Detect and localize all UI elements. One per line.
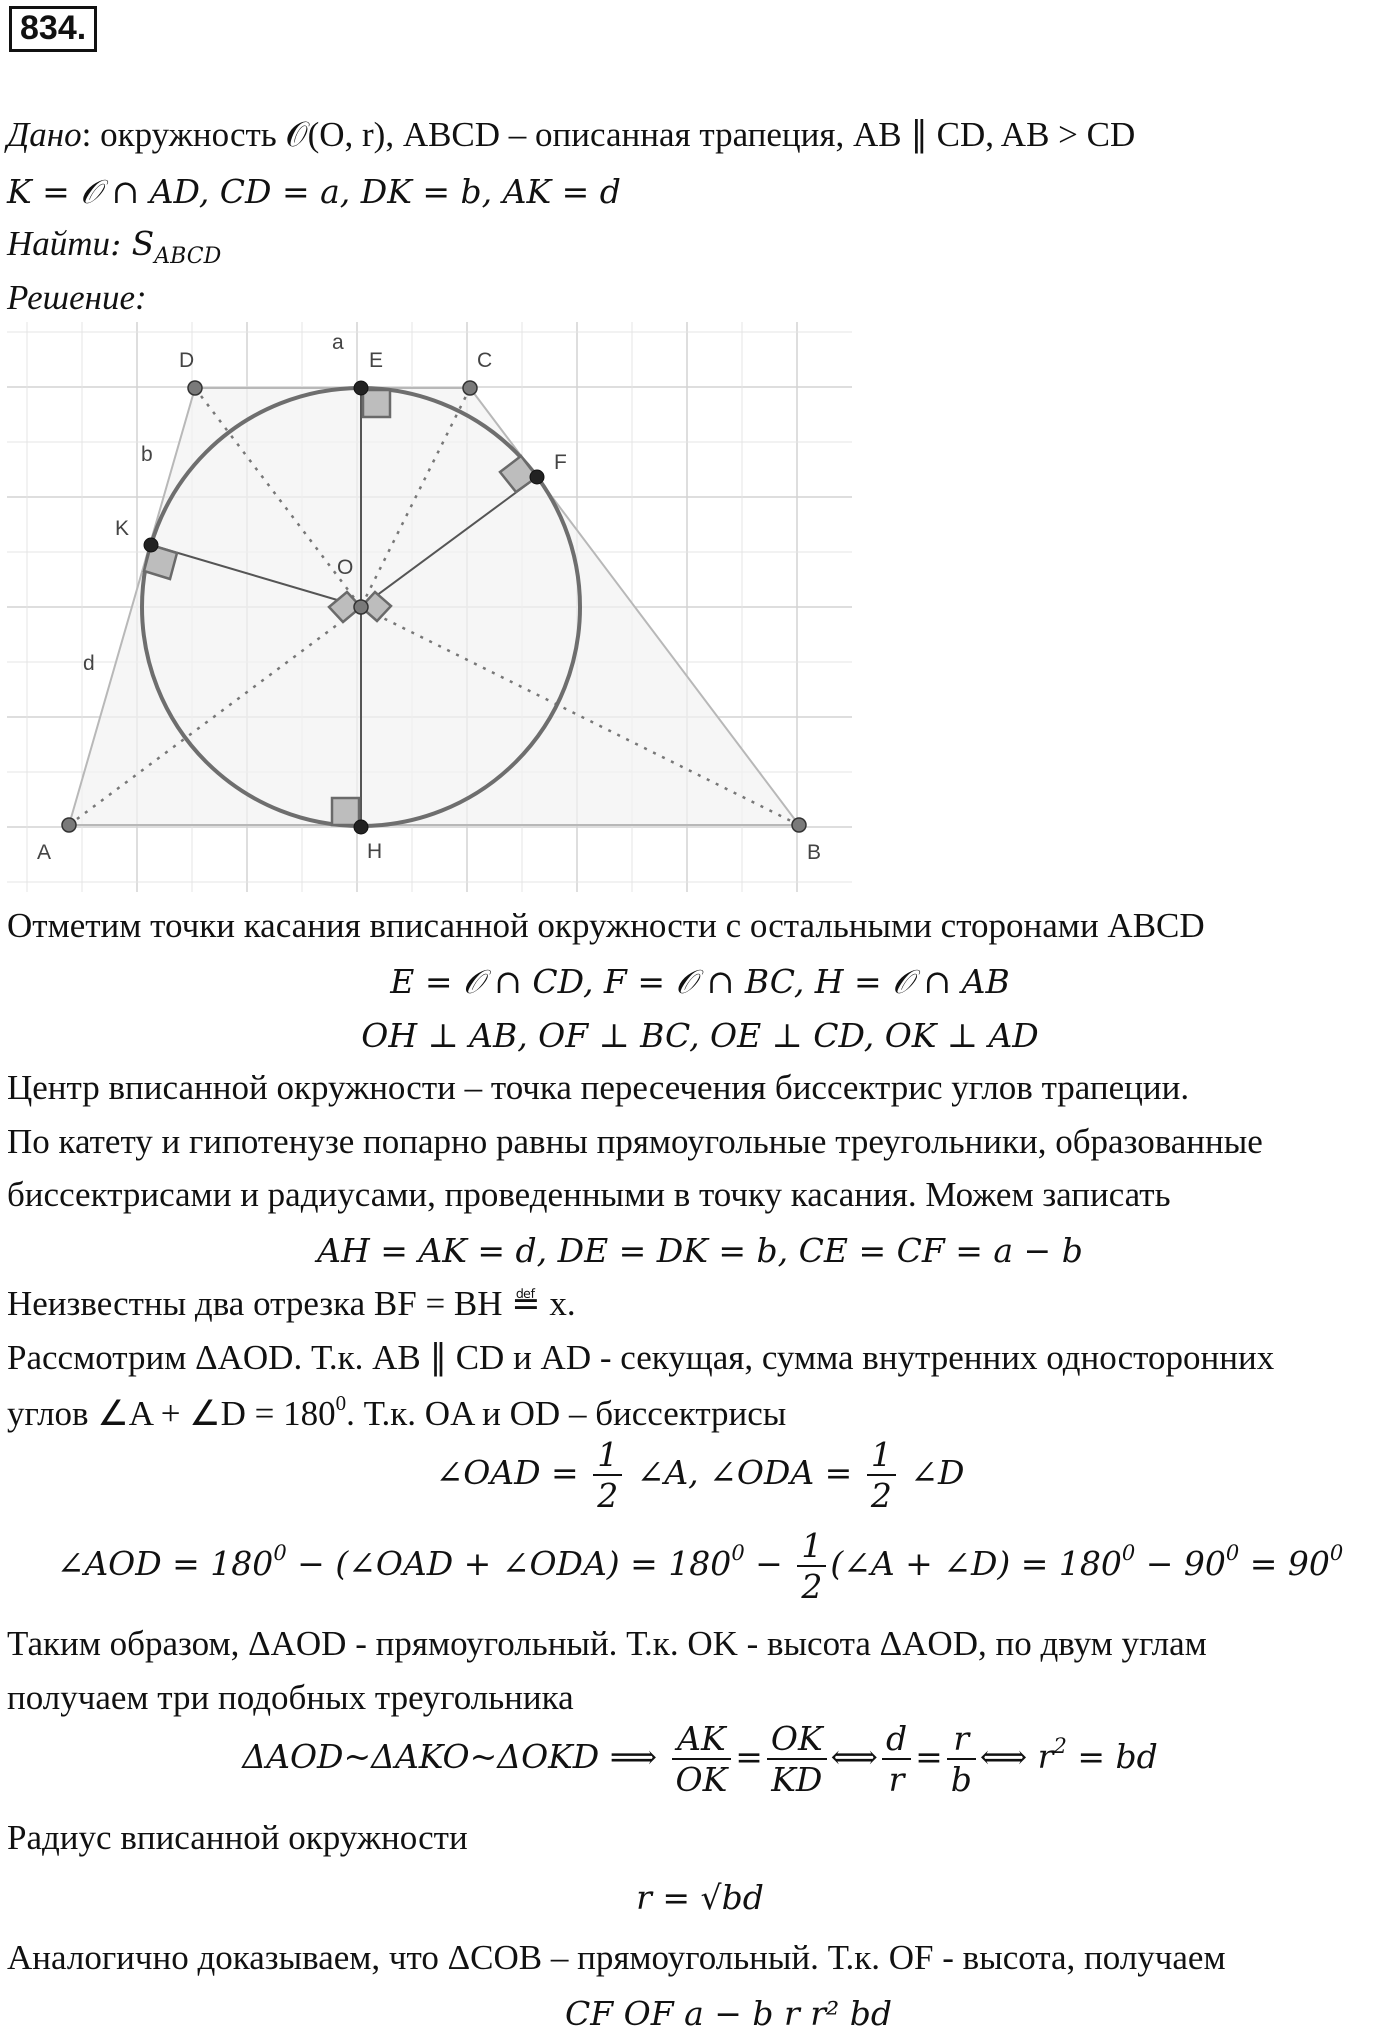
label-f-point: F bbox=[554, 451, 567, 474]
paragraph-8: Аналогично доказываем, что ΔCOB – прямоугольный. Т.к. OF - высота, получаем bbox=[7, 1938, 1226, 1977]
label-a-point: A bbox=[37, 841, 52, 864]
paragraph-3b: биссектрисами и радиусами, проведенными в точку касания. Можем записать bbox=[7, 1175, 1171, 1214]
fraction-ak-ok: $\frac{AK}{OK}$ bbox=[672, 1719, 732, 1799]
equation-7: r = √bd bbox=[636, 1878, 764, 1917]
given-label: Дано bbox=[7, 115, 82, 154]
equation-2: OH ⊥ AB, OF ⊥ BC, OE ⊥ CD, OK ⊥ AD bbox=[361, 1016, 1039, 1055]
equation-1: E = 𝒪 ∩ CD, F = 𝒪 ∩ BC, H = 𝒪 ∩ AB bbox=[390, 962, 1010, 1001]
solution-label: Решение: bbox=[7, 278, 147, 317]
find-line bbox=[7, 226, 221, 268]
paragraph-4: Неизвестны два отрезка BF = BH ≝ x. bbox=[7, 1284, 576, 1323]
trapezoid-figure bbox=[7, 322, 852, 892]
equation-4 bbox=[0, 1435, 1400, 1515]
given-text: : окружность 𝒪(O, r), ABCD – описанная трапеция, AB ∥ CD, AB > CD bbox=[81, 115, 1136, 154]
label-e-point: E bbox=[369, 349, 384, 372]
paragraph-1: Отметим точки касания вписанной окружности с остальными сторонами ABCD bbox=[7, 906, 1205, 945]
label-d-point: D bbox=[179, 349, 195, 372]
find-value: : S bbox=[110, 224, 155, 263]
fraction-half-3: $\frac{1}{2}$ bbox=[797, 1526, 826, 1606]
fraction-half-2: $\frac{1}{2}$ bbox=[867, 1435, 896, 1515]
equation-5: ∠AOD = $180^0$ − (∠OAD + ∠ODA) = $180^0$ − $\frac{1}{2}$ (∠A + ∠D) = $180^0 - 90^0 = 90^0$ bbox=[56, 1526, 1344, 1606]
paragraph-6b: получаем три подобных треугольника bbox=[7, 1678, 574, 1717]
label-segment-a: a bbox=[332, 331, 344, 354]
eq4-right: ∠D bbox=[910, 1453, 965, 1492]
fraction-ok-kd: $\frac{OK}{KD}$ bbox=[767, 1719, 827, 1799]
given-line-2: K = 𝒪 ∩ AD, CD = a, DK = b, AK = d bbox=[7, 172, 621, 211]
paragraph-3a: По катету и гипотенузе попарно равны прямоугольные треугольники, образованные bbox=[7, 1122, 1263, 1161]
problem-number: 834. bbox=[9, 6, 97, 52]
fraction-half-1: $\frac{1}{2}$ bbox=[593, 1435, 622, 1515]
find-label: Найти bbox=[7, 224, 111, 263]
fraction-d-r: $\frac{d}{r}$ bbox=[882, 1719, 911, 1799]
paragraph-7: Радиус вписанной окружности bbox=[7, 1818, 468, 1857]
equation-8-partial: CF OF a − b r r² bd bbox=[565, 1994, 893, 2033]
fraction-r-b: $\frac{r}{b}$ bbox=[947, 1719, 976, 1799]
label-k-point: K bbox=[115, 517, 130, 540]
p5b-pre: углов ∠A + ∠D = 180 bbox=[7, 1394, 336, 1433]
given-line-1 bbox=[7, 117, 1135, 152]
paragraph-5a: Рассмотрим ΔAOD. Т.к. AB ∥ CD и AD - секущая, сумма внутренних односторонних bbox=[7, 1338, 1275, 1377]
label-o-point: O bbox=[337, 556, 354, 579]
label-segment-d: d bbox=[83, 652, 95, 675]
paragraph-5b bbox=[7, 1393, 786, 1431]
equation-6: ΔAOD~ΔAKO~ΔOKD ⟹ $\frac{AK}{OK}$ = $\frac{OK}{KD}$ ⟺ $\frac{d}{r}$ = $\frac{r}{b}$ ⟺ $r^2$ = bd bbox=[242, 1719, 1158, 1799]
eq4-mid: ∠A, ∠ODA = bbox=[636, 1453, 853, 1492]
paragraph-6a: Таким образом, ΔAOD - прямоугольный. Т.к. OK - высота ΔAOD, по двум углам bbox=[7, 1624, 1207, 1663]
label-c-point: C bbox=[477, 349, 493, 372]
eq4-left: ∠OAD = bbox=[435, 1453, 579, 1492]
find-sub: ABCD bbox=[154, 244, 222, 269]
p5b-post: . Т.к. OA и OD – биссектрисы bbox=[346, 1394, 787, 1433]
paragraph-2: Центр вписанной окружности – точка пересечения биссектрис углов трапеции. bbox=[7, 1068, 1190, 1107]
label-segment-b: b bbox=[141, 443, 153, 466]
label-b-point: B bbox=[807, 841, 822, 864]
equation-3: AH = AK = d, DE = DK = b, CE = CF = a − b bbox=[317, 1231, 1083, 1270]
label-h-point: H bbox=[367, 840, 383, 863]
p5b-degree: 0 bbox=[335, 1391, 347, 1415]
